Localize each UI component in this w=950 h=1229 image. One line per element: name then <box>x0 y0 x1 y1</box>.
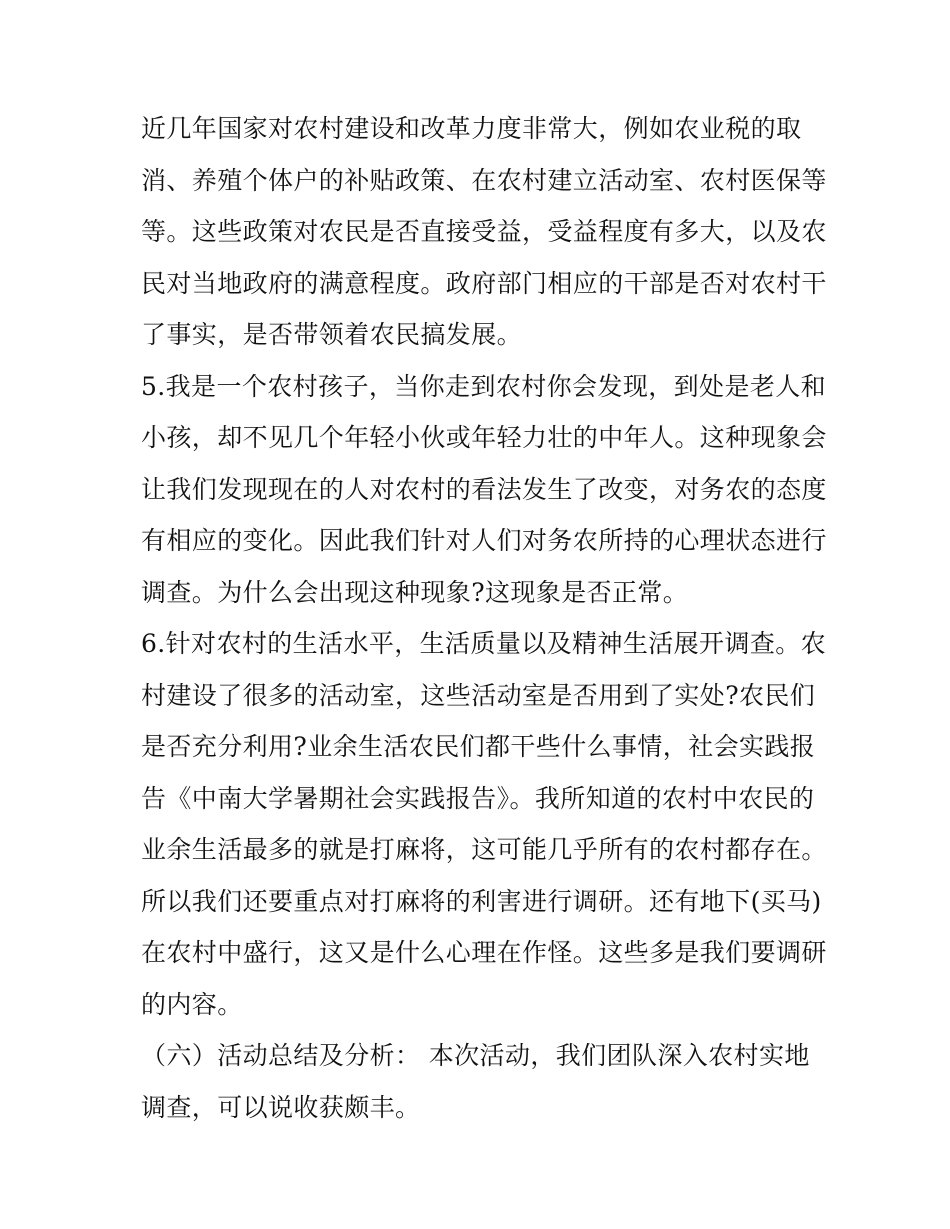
text-line: 等。这些政策对农民是否直接受益，受益程度有多大，以及农 <box>141 217 827 246</box>
text-line: 是否充分利用?业余生活农民们都干些什么事情，社会实践报 <box>141 732 816 761</box>
text-line: 的内容。 <box>141 989 243 1019</box>
body-text <box>141 103 827 1133</box>
text-line: （六）活动总结及分析： 本次活动，我们团队深入农村实地 <box>141 1041 810 1070</box>
text-line: 调查，可以说收获颇丰。 <box>141 1092 421 1122</box>
text-line: 有相应的变化。因此我们针对人们对务农所持的心理状态进行 <box>141 526 827 555</box>
text-line: 6.针对农村的生活水平，生活质量以及精神生活展开调查。农 <box>141 629 827 658</box>
text-line: 5.我是一个农村孩子，当你走到农村你会发现，到处是老人和 <box>141 371 827 401</box>
text-line: 消、养殖个体户的补贴政策、在农村建立活动室、农村医保等 <box>141 165 827 195</box>
text-line: 业余生活最多的就是打麻将，这可能几乎所有的农村都存在。 <box>141 835 827 864</box>
text-line: 小孩，却不见几个年轻小伙或年轻力壮的中年人。这种现象会 <box>141 423 827 452</box>
text-line: 让我们发现现在的人对农村的看法发生了改变，对务农的态度 <box>141 474 827 504</box>
text-line: 了事实，是否带领着农民搞发展。 <box>141 320 523 349</box>
text-line: 告《中南大学暑期社会实践报告》。我所知道的农村中农民的 <box>141 783 815 813</box>
text-line: 民对当地政府的满意程度。政府部门相应的干部是否对农村干 <box>141 268 827 298</box>
text-line: 在农村中盛行，这又是什么心理在作怪。这些多是我们要调研 <box>141 938 827 967</box>
text-line: 所以我们还要重点对打麻将的利害进行调研。还有地下(买马) <box>141 886 822 916</box>
text-line: 村建设了很多的活动室，这些活动室是否用到了实处?农民们 <box>141 680 816 710</box>
text-line: 调查。为什么会出现这种现象?这现象是否正常。 <box>141 577 689 607</box>
text-line: 近几年国家对农村建设和改革力度非常大，例如农业税的取 <box>141 114 802 143</box>
